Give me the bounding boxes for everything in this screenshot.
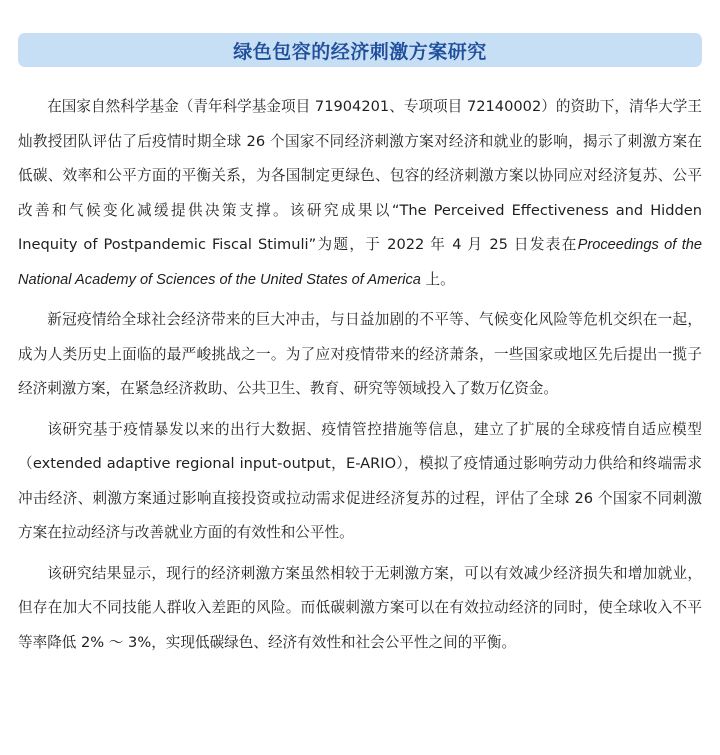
paragraph-2: 新冠疫情给全球社会经济带来的巨大冲击，与日益加剧的不平等、气候变化风险等危机交织在一起，成为人类历史上面临的最严峻挑战之一。为了应对疫情带来的经济萧条，一些国家或地区先后提出一揽子经济刺激方案，在紧急经济救助、公共卫生、教育、研究等领域投入了数万亿资金。	[18, 311, 702, 397]
paragraph-3: 该研究基于疫情暴发以来的出行大数据、疫情管控措施等信息，建立了扩展的全球疫情自适应模型（extended adaptive regional input-output，E-ARIO），模拟了疫情通过影响劳动力供给和终端需求冲击经济、刺激方案通过影响直接投资或拉动需求促进经济复苏的过程，评估了全球 26 个国家不同刺激方案在拉动经济与改善就业方面的有效性和公平性。	[18, 420, 702, 541]
page-title: 绿色包容的经济刺激方案研究	[233, 40, 487, 63]
paragraph-1	[18, 90, 702, 297]
paragraph-1-end: 上。	[420, 270, 455, 288]
article-body	[18, 90, 702, 666]
title-banner	[18, 33, 702, 67]
journal-name: Proceedings of the National Academy of Sciences of the United States of America	[18, 237, 702, 288]
paragraph-1-text: 在国家自然科学基金（青年科学基金项目 71904201、专项项目 72140002）的资助下，清华大学王灿教授团队评估了后疫情时期全球 26 个国家不同经济刺激方案对经济和就业的影响，揭示了刺激方案在低碳、效率和公平方面的平衡关系，为各国制定更绿色、包容的经济刺激方案以协同应对经济复苏、公平改善和气候变化减缓提供决策支撑。该研究成果以“The Perceived Effectiveness and Hidden Inequity of Postpandemic Fiscal Stimuli”为题，于 2022 年 4 月 25 日发表在	[18, 98, 702, 253]
paragraph-4: 该研究结果显示，现行的经济刺激方案虽然相较于无刺激方案，可以有效减少经济损失和增加就业，但存在加大不同技能人群收入差距的风险。而低碳刺激方案可以在有效拉动经济的同时，使全球收入不平等率降低 2% ～ 3%，实现低碳绿色、经济有效性和社会公平性之间的平衡。	[18, 564, 702, 651]
